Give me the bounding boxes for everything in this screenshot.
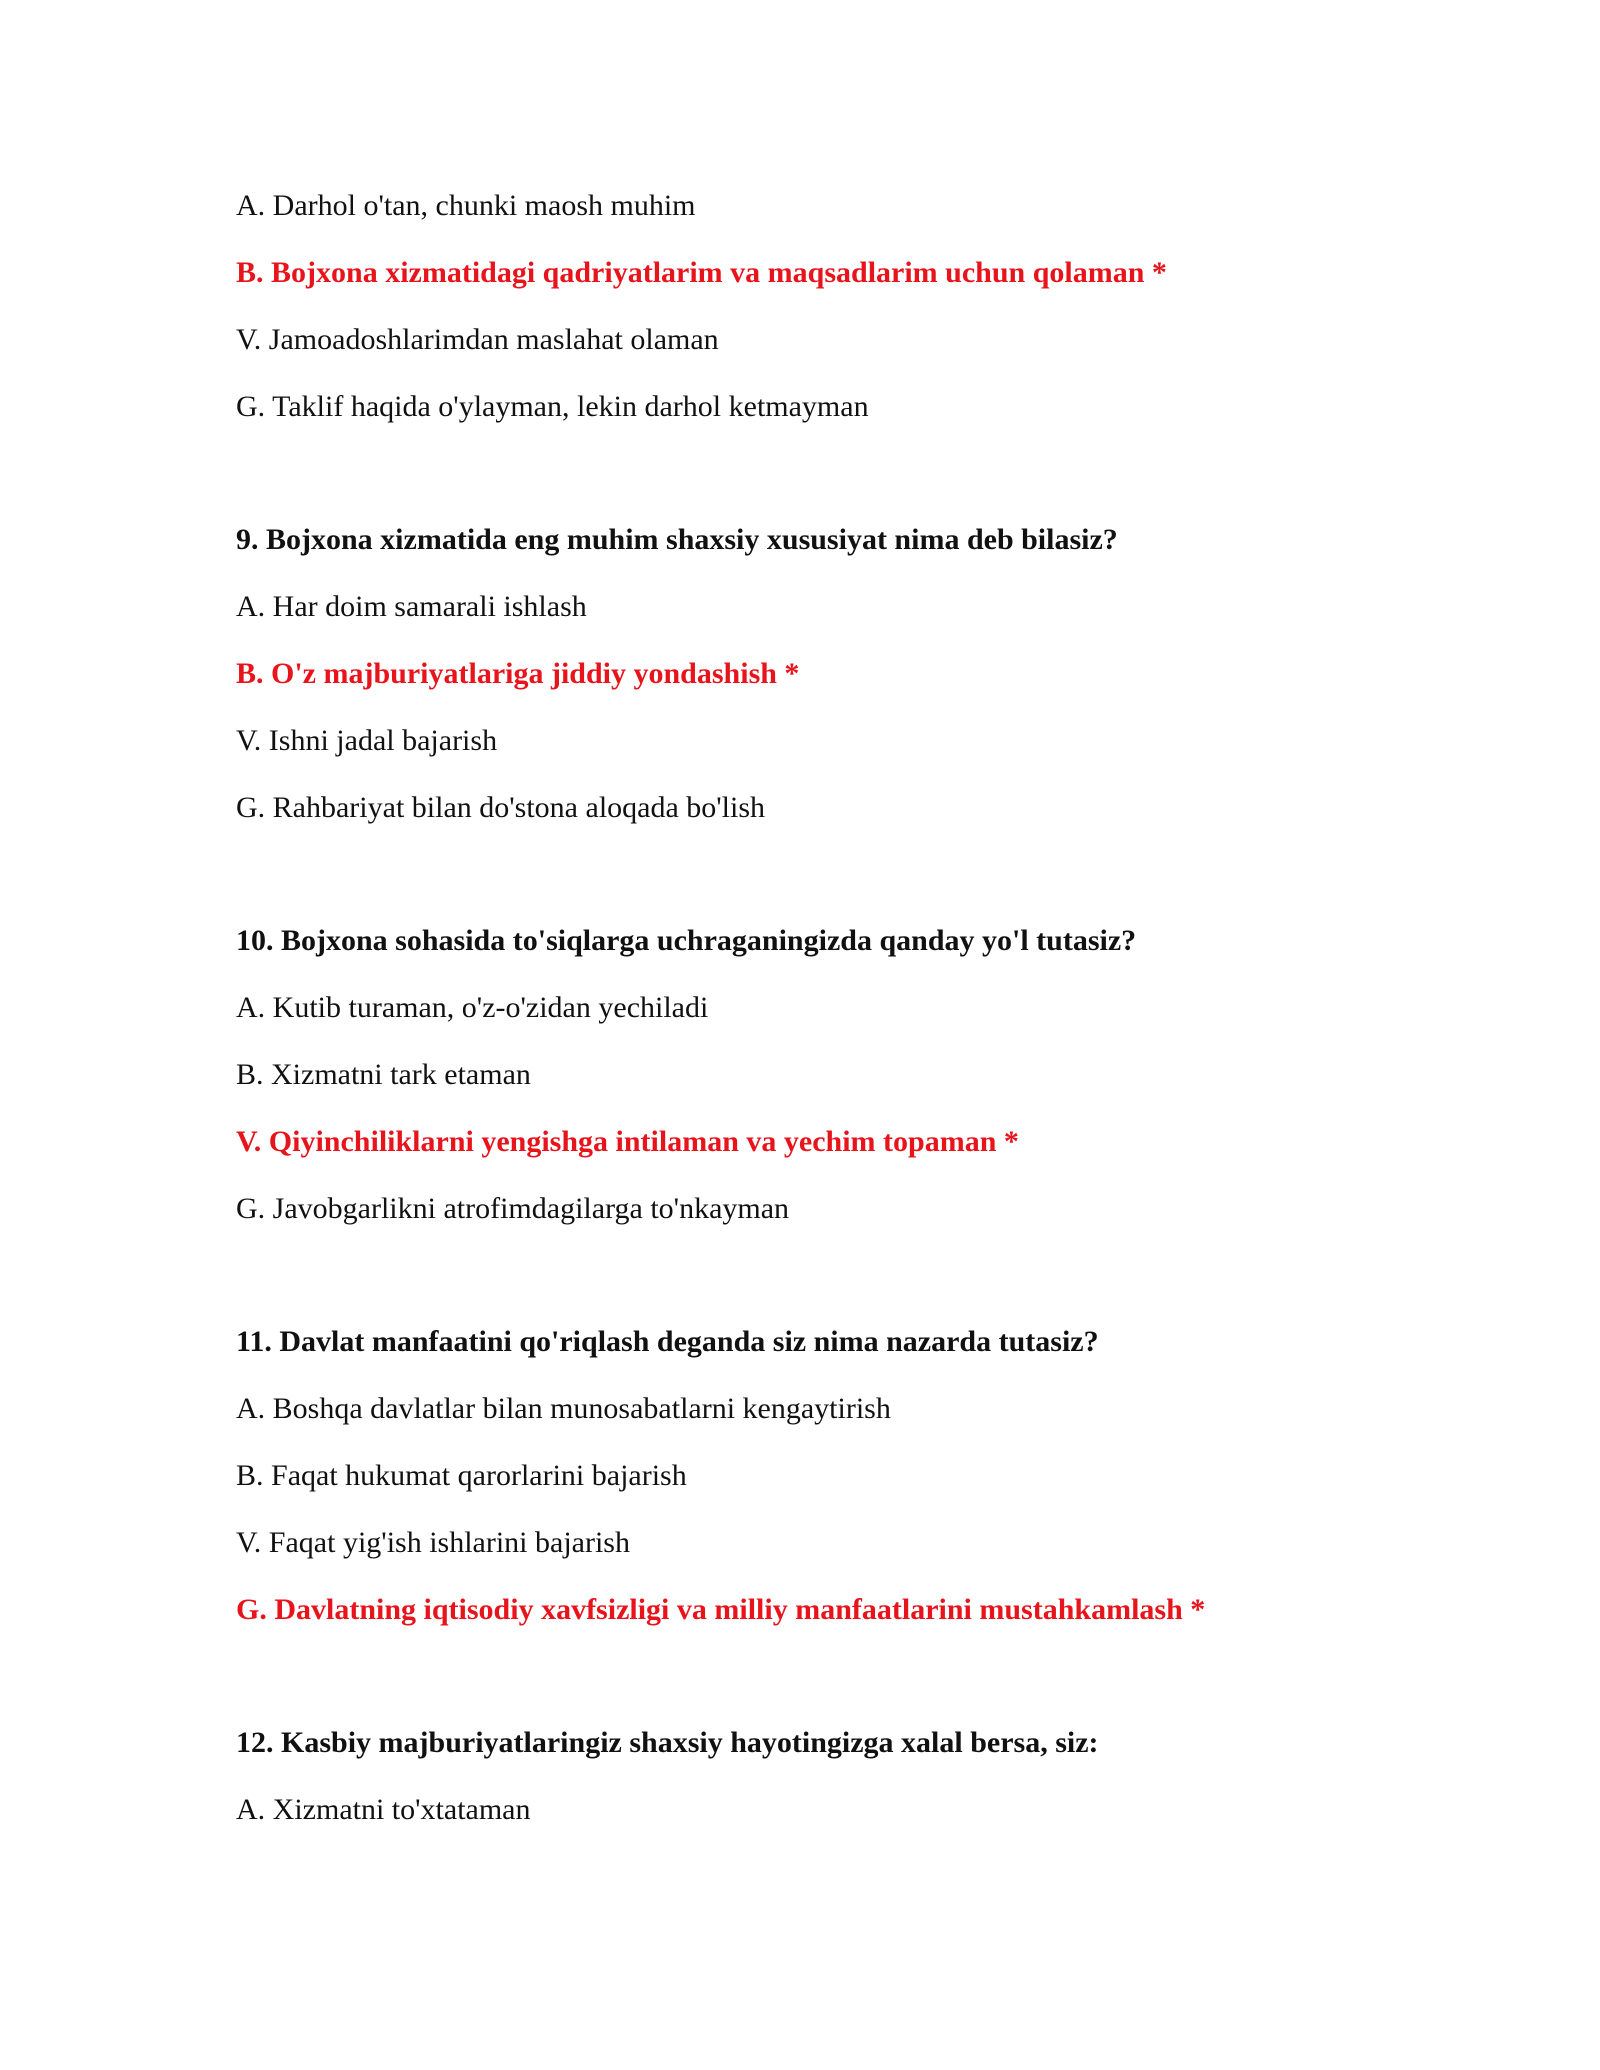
answer-option: A. Kutib turaman, o'z-o'zidan yechiladi bbox=[236, 991, 709, 1024]
correct-answer-option: V. Qiyinchiliklarni yengishga intilaman va yechim topaman * bbox=[236, 1125, 1019, 1158]
answer-option: A. Boshqa davlatlar bilan munosabatlarni kengaytirish bbox=[236, 1392, 891, 1425]
question-9: 9. Bojxona xizmatida eng muhim shaxsiy xususiyat nima deb bilasiz? bbox=[236, 523, 1118, 556]
answer-option: A. Darhol o'tan, chunki maosh muhim bbox=[236, 189, 696, 222]
answer-option: V. Faqat yig'ish ishlarini bajarish bbox=[236, 1526, 630, 1559]
answer-option: B. Xizmatni tark etaman bbox=[236, 1058, 531, 1091]
answer-option: V. Ishni jadal bajarish bbox=[236, 724, 498, 757]
answer-option: A. Xizmatni to'xtataman bbox=[236, 1793, 531, 1826]
correct-answer-option: B. Bojxona xizmatidagi qadriyatlarim va maqsadlarim uchun qolaman * bbox=[236, 256, 1167, 289]
answer-option: G. Javobgarlikni atrofimdagilarga to'nkayman bbox=[236, 1192, 790, 1225]
answer-option: G. Taklif haqida o'ylayman, lekin darhol ketmayman bbox=[236, 390, 869, 423]
question-11: 11. Davlat manfaatini qo'riqlash deganda siz nima nazarda tutasiz? bbox=[236, 1325, 1099, 1358]
question-12: 12. Kasbiy majburiyatlaringiz shaxsiy hayotingizga xalal bersa, siz: bbox=[236, 1726, 1099, 1759]
answer-option: B. Faqat hukumat qarorlarini bajarish bbox=[236, 1459, 687, 1492]
answer-option: A. Har doim samarali ishlash bbox=[236, 590, 587, 623]
answer-option: G. Rahbariyat bilan do'stona aloqada bo'lish bbox=[236, 791, 766, 824]
correct-answer-option: G. Davlatning iqtisodiy xavfsizligi va milliy manfaatlarini mustahkamlash * bbox=[236, 1593, 1206, 1626]
correct-answer-option: B. O'z majburiyatlariga jiddiy yondashish * bbox=[236, 657, 800, 690]
question-10: 10. Bojxona sohasida to'siqlarga uchraganingizda qanday yo'l tutasiz? bbox=[236, 924, 1137, 957]
answer-option: V. Jamoadoshlarimdan maslahat olaman bbox=[236, 323, 719, 356]
